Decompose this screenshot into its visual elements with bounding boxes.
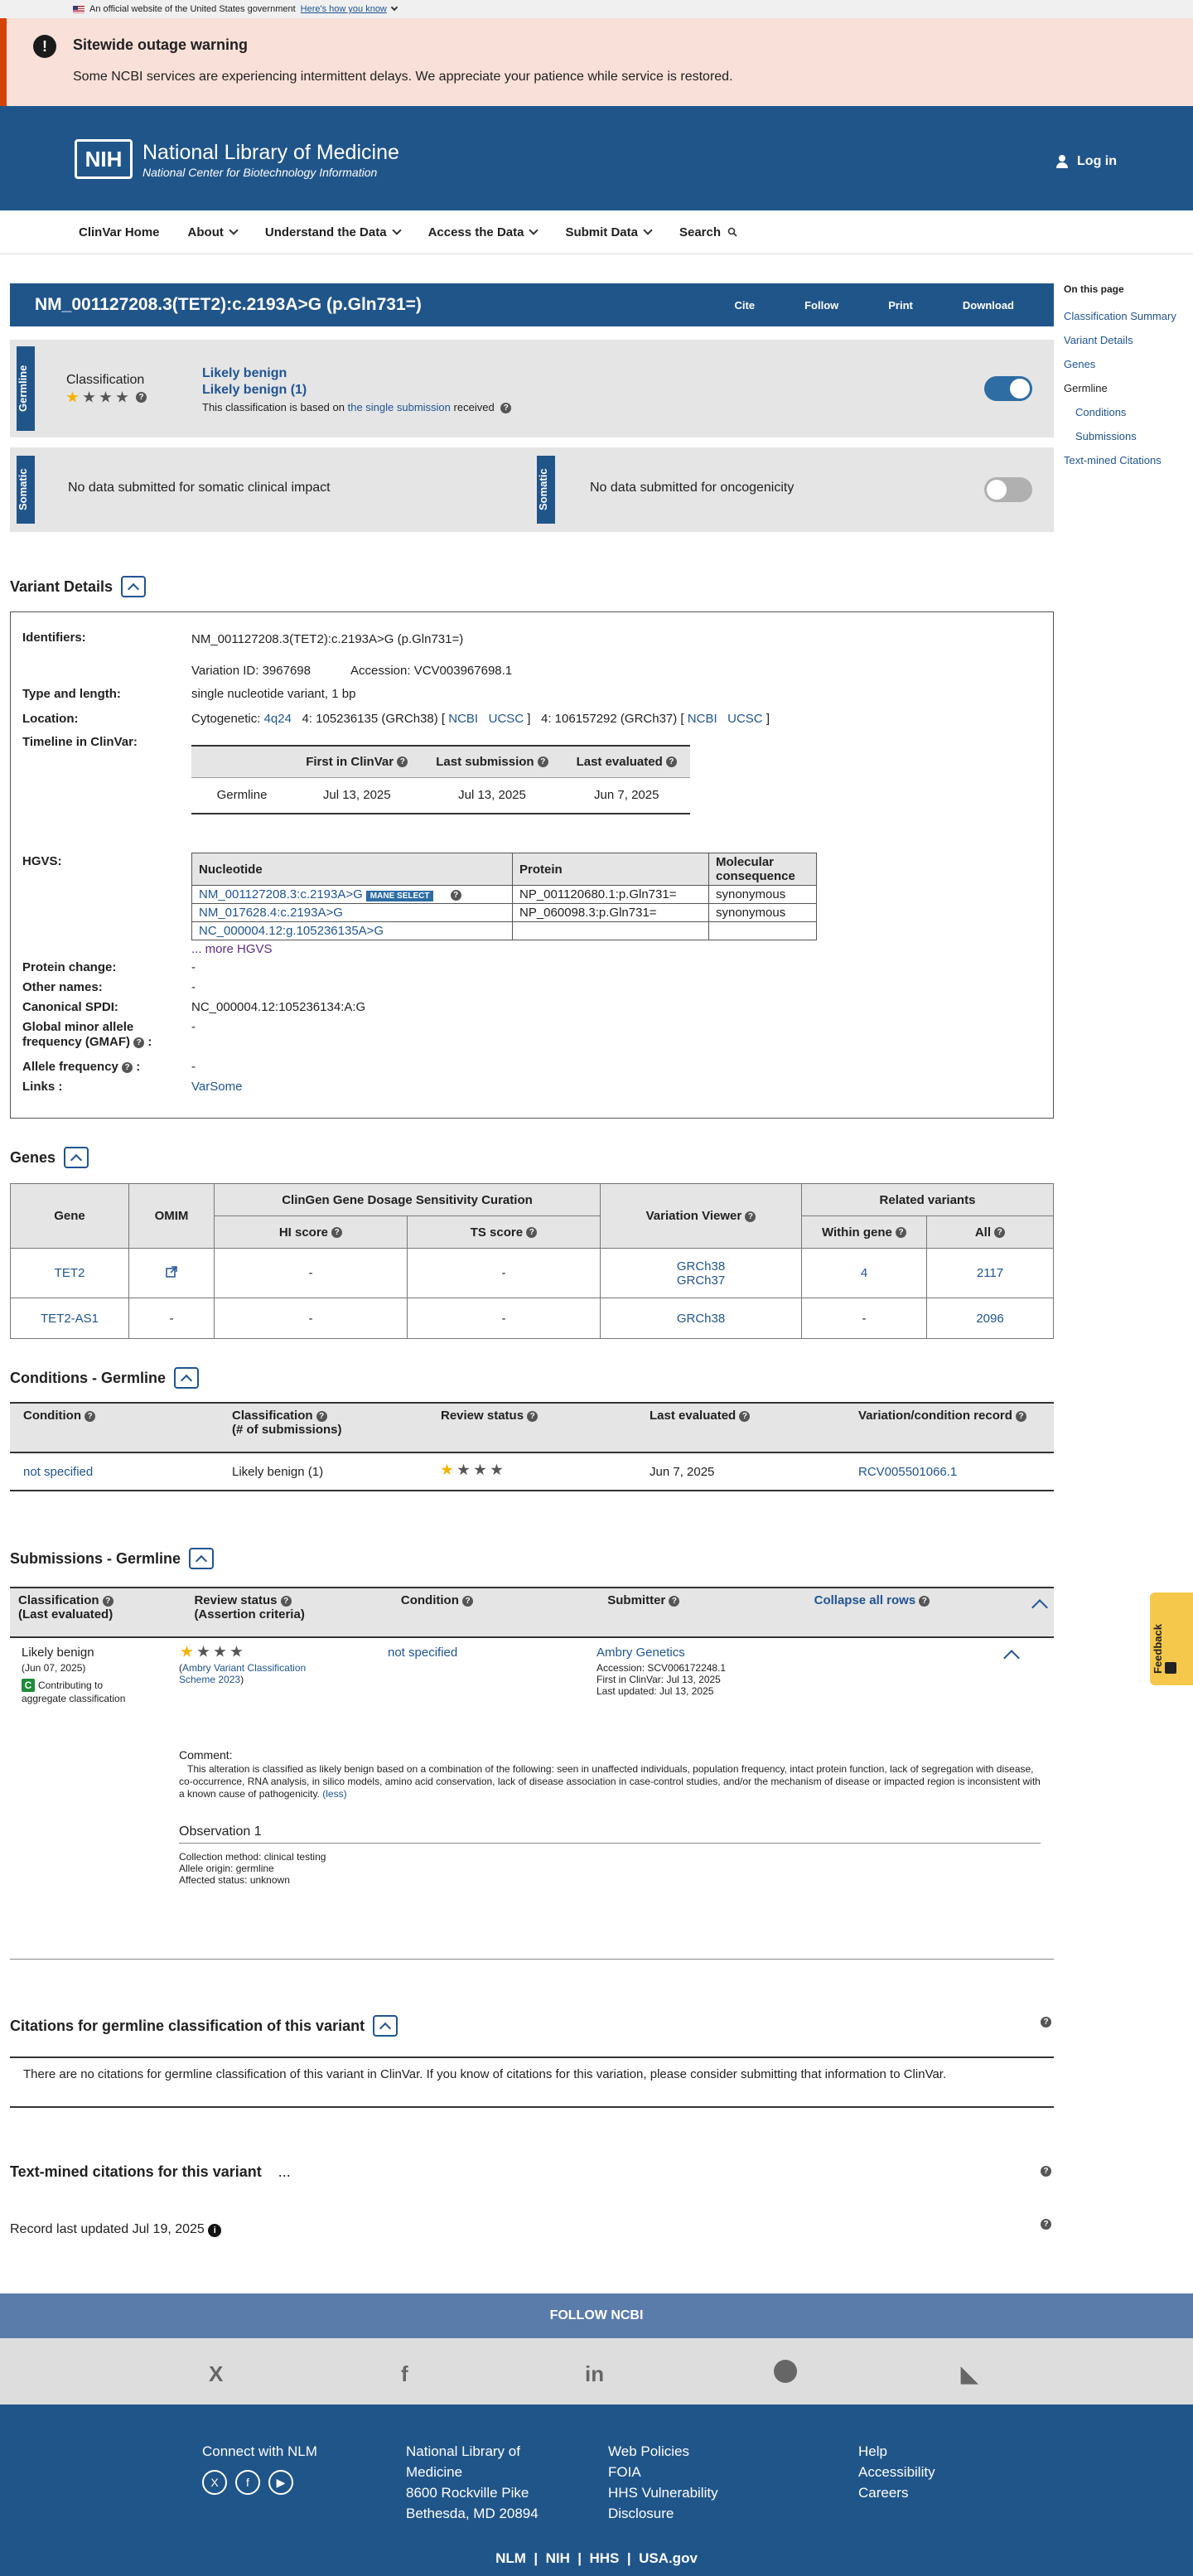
collapse-button[interactable]: [121, 576, 146, 597]
exclamation-icon: !: [33, 35, 56, 58]
careers-link[interactable]: Careers: [858, 2485, 909, 2501]
chevron-up-icon[interactable]: [1031, 1599, 1048, 1616]
gmaf-value: -: [191, 1020, 196, 1034]
all-variants-link[interactable]: 2096: [927, 1298, 1054, 1339]
web-policies-link[interactable]: Web Policies: [608, 2443, 689, 2459]
classification-count[interactable]: Likely benign (1): [202, 383, 307, 397]
basis-text: This classification is based on: [202, 401, 345, 413]
hi-cell: -: [215, 1249, 408, 1298]
onpage-variant-details[interactable]: Variant Details: [1064, 334, 1133, 346]
help-icon[interactable]: ?: [538, 756, 548, 767]
help-icon[interactable]: ?: [281, 1596, 292, 1607]
us-flag-icon: [73, 6, 85, 13]
help-icon[interactable]: ?: [1041, 2017, 1051, 2027]
chevron-down-icon: [392, 225, 401, 234]
citations-heading: [10, 2015, 398, 2037]
feedback-label: Feedback: [1152, 1624, 1164, 1674]
address-line[interactable]: National Library of: [406, 2443, 520, 2459]
chevron-up-icon[interactable]: [1003, 1650, 1020, 1666]
help-icon[interactable]: ?: [122, 1062, 133, 1073]
nav-label: Search: [679, 225, 722, 239]
affected-status: Affected status: unknown: [179, 1874, 290, 1886]
hgvs-prot-cell: [513, 922, 709, 940]
onpage-genes[interactable]: Genes: [1064, 358, 1096, 370]
help-icon[interactable]: ?: [331, 1227, 342, 1238]
other-names-value: -: [191, 980, 196, 994]
hhs-vuln-link[interactable]: Disclosure: [608, 2506, 674, 2521]
follow-ncbi-bar: FOLLOW NCBI: [0, 2293, 1193, 2338]
timeline-table: [191, 745, 690, 814]
gov-banner: [0, 0, 1193, 18]
germline-tab: Germline: [17, 346, 35, 431]
accession: Accession: VCV003967698.1: [350, 664, 513, 678]
usagov-link[interactable]: USA.gov: [639, 2550, 698, 2566]
hgvs-header: Molecular consequence: [709, 853, 817, 886]
af-value: -: [191, 1060, 196, 1074]
collection-method: Collection method: clinical testing: [179, 1851, 326, 1863]
table-row: [11, 1298, 1054, 1339]
identifier-value: NM_001127208.3(TET2):c.2193A>G (p.Gln731=): [191, 632, 464, 646]
genes-header-omim: OMIM: [129, 1184, 215, 1249]
genes-header-related: Related variants: [802, 1184, 1054, 1216]
gene-link[interactable]: TET2: [11, 1249, 129, 1298]
variant-details-box: [10, 611, 1054, 1119]
policies-column: [608, 2441, 718, 2524]
cond-header: Last evaluated ?: [636, 1403, 845, 1452]
address-line[interactable]: Medicine: [406, 2464, 463, 2480]
bracket: ]: [766, 712, 770, 726]
ts-cell: -: [408, 1298, 601, 1339]
ncbi-link[interactable]: NCBI: [448, 712, 479, 726]
star-icon: [474, 1464, 486, 1476]
nlm-title[interactable]: National Library of Medicine: [142, 141, 399, 164]
help-icon[interactable]: ?: [666, 756, 677, 767]
star-icon: [457, 1464, 470, 1476]
help-icon[interactable]: ?: [527, 1411, 538, 1422]
links-label: Links :: [22, 1080, 63, 1094]
cytogenetic-link[interactable]: 4q24: [263, 712, 292, 726]
chat-icon: [1165, 1662, 1176, 1674]
hgvs-nuc-cell: [192, 886, 513, 904]
gene-link[interactable]: TET2-AS1: [11, 1298, 129, 1339]
how-you-know-link[interactable]: Here's how you know: [300, 4, 387, 14]
help-icon[interactable]: ?: [1041, 2219, 1051, 2230]
mane-select-badge: MANE SELECT: [366, 891, 434, 901]
nav-label: About: [187, 225, 224, 239]
outage-alert: [0, 18, 1193, 106]
gov-text: An official website of the United States government: [89, 4, 296, 14]
ncbi-link[interactable]: NCBI: [687, 712, 717, 726]
ts-cell: -: [408, 1249, 601, 1298]
type-label: Type and length:: [22, 687, 121, 701]
address-line: Bethesda, MD 20894: [406, 2506, 539, 2521]
cytogenetic-label: Cytogenetic:: [191, 712, 261, 726]
sub-header: Review status ? (Assertion criteria): [186, 1588, 392, 1637]
text-mined-heading: [10, 2163, 291, 2181]
contributing-badge: [22, 1679, 146, 1705]
germline-classification-panel: [10, 340, 1054, 437]
c-badge: C: [22, 1679, 35, 1692]
footer-bottom-links: NLM | NIH | HHS | USA.gov: [495, 2550, 698, 2566]
table-row: [11, 1249, 1054, 1298]
sub-header: Condition ?: [393, 1588, 599, 1637]
viewer-cell: [601, 1249, 802, 1298]
rss-icon[interactable]: ◣: [961, 2361, 978, 2386]
gmaf-label: Global minor allele frequency (GMAF) ? :: [22, 1020, 152, 1049]
contributing-text: Contributing to aggregate classification: [22, 1679, 126, 1704]
github-icon[interactable]: [774, 2360, 797, 2383]
collapse-button[interactable]: [174, 1367, 199, 1389]
address-column: [406, 2441, 539, 2524]
search-icon: [727, 227, 737, 237]
omim-cell: -: [129, 1298, 215, 1339]
collapse-header-icon: [1007, 1588, 1054, 1637]
chevron-down-icon: [643, 225, 652, 234]
condition-link[interactable]: not specified: [10, 1452, 219, 1491]
star-icon: [441, 1464, 453, 1476]
hgvs-link[interactable]: NM_001127208.3:c.2193A>G: [199, 887, 363, 901]
onpage-conditions[interactable]: Conditions: [1075, 406, 1127, 418]
germline-toggle[interactable]: [984, 376, 1032, 401]
genes-heading: [10, 1147, 89, 1168]
cond-header: Classification ? (# of submissions): [219, 1403, 427, 1452]
login-label: Log in: [1077, 154, 1117, 168]
within-gene-cell: -: [802, 1298, 927, 1339]
timeline-cell: Germline: [216, 788, 268, 803]
follow-button[interactable]: Follow: [804, 298, 839, 312]
login-button[interactable]: [1055, 154, 1117, 169]
variant-title-bar: [10, 283, 1054, 326]
collapse-button[interactable]: [189, 1548, 214, 1569]
star-icon: [181, 1646, 193, 1658]
hgvs-nuc-cell: [192, 922, 513, 940]
help-icon[interactable]: ?: [994, 1227, 1005, 1238]
omim-cell: [129, 1249, 215, 1298]
external-link-icon[interactable]: [165, 1265, 178, 1278]
somatic-tab-clinical: Somatic: [17, 456, 35, 524]
grch37-link[interactable]: GRCh37: [676, 1273, 726, 1288]
all-variants-link[interactable]: 2117: [927, 1249, 1054, 1298]
variant-details-heading: [10, 576, 146, 597]
help-icon[interactable]: ?: [133, 1037, 144, 1048]
review-status-cell: [427, 1452, 636, 1491]
help-icon[interactable]: ?: [896, 1227, 906, 1238]
main-nav: [0, 210, 1193, 254]
hgvs-table: [191, 853, 817, 940]
x-icon[interactable]: X: [202, 2470, 227, 2495]
divider: [10, 2106, 1054, 2108]
hgvs-header: Protein: [513, 853, 709, 886]
variation-id: Variation ID: 3967698: [191, 664, 311, 678]
nav-label: ClinVar Home: [79, 225, 160, 239]
chevron-down-icon[interactable]: [391, 4, 398, 11]
nav-search[interactable]: [679, 225, 737, 239]
hi-cell: -: [215, 1298, 408, 1339]
chevron-down-icon: [229, 225, 238, 234]
youtube-icon[interactable]: ▶: [268, 2470, 293, 2495]
cond-header: Variation/condition record ?: [845, 1403, 1054, 1452]
star-icon: [99, 391, 112, 404]
x-icon[interactable]: X: [209, 2361, 224, 2386]
sub-updated: Last updated: Jul 13, 2025: [596, 1685, 714, 1697]
conditions-table: [10, 1402, 1054, 1491]
star-icon: [490, 1464, 503, 1476]
help-icon[interactable]: ?: [1016, 1411, 1026, 1422]
onpage-germline: Germline: [1064, 382, 1108, 394]
hgvs-link[interactable]: NM_017628.4:c.2193A>G: [199, 906, 343, 920]
info-icon[interactable]: i: [208, 2224, 221, 2237]
cond-header: Condition ?: [10, 1403, 219, 1452]
genes-header-viewer: Variation Viewer ?: [601, 1184, 802, 1249]
af-label: Allele frequency ? :: [22, 1060, 141, 1074]
basis-text: received: [453, 401, 495, 413]
identifiers-label: Identifiers:: [22, 631, 86, 645]
classification-basis: [202, 401, 511, 413]
hgvs-cons-cell: synonymous: [709, 904, 817, 922]
address-line: 8600 Rockville Pike: [406, 2485, 529, 2501]
help-icon[interactable]: ?: [85, 1411, 95, 1422]
genes-header-hi: HI score ?: [215, 1216, 408, 1249]
on-this-page-nav: [1064, 283, 1176, 478]
genes-header-all: All ?: [927, 1216, 1054, 1249]
within-gene-link[interactable]: 4: [802, 1249, 927, 1298]
alert-message: Some NCBI services are experiencing intermittent delays. We appreciate your patience while service is restored.: [73, 70, 733, 84]
rcv-link[interactable]: RCV005501066.1: [845, 1452, 1054, 1491]
collapse-button[interactable]: [373, 2015, 398, 2037]
conditions-heading: [10, 1367, 199, 1389]
nav-access[interactable]: [428, 225, 538, 239]
page-title: NM_001127208.3(TET2):c.2193A>G (p.Gln731=): [35, 295, 422, 314]
help-icon[interactable]: ?: [136, 392, 147, 403]
connect-nlm: [202, 2441, 317, 2495]
sub-date: (Jun 07, 2025): [22, 1662, 86, 1674]
varsome-link[interactable]: VarSome: [191, 1080, 243, 1094]
sub-header: Classification ? (Last evaluated): [10, 1588, 186, 1637]
genes-header-within: Within gene ?: [802, 1216, 927, 1249]
table-row: [10, 1452, 1054, 1491]
help-icon[interactable]: ?: [500, 403, 511, 413]
more-hgvs-link[interactable]: ... more HGVS: [191, 942, 273, 956]
genes-table: [10, 1183, 1054, 1339]
nav-understand[interactable]: [265, 225, 400, 239]
help-icon[interactable]: ?: [919, 1596, 930, 1607]
allele-origin: Allele origin: germline: [179, 1863, 274, 1874]
somatic-clinical-text: No data submitted for somatic clinical impact: [68, 481, 331, 495]
classification-value[interactable]: Likely benign: [202, 366, 287, 380]
section-title: Submissions - Germline: [10, 1549, 181, 1567]
location-label: Location:: [22, 712, 79, 726]
section-title: Citations for germline classification of this variant: [10, 2017, 365, 2034]
timeline-label: Timeline in ClinVar:: [22, 735, 138, 749]
nav-clinvar-home[interactable]: [79, 225, 160, 239]
feedback-button[interactable]: [1150, 1592, 1193, 1685]
observation-heading: Observation 1: [179, 1824, 262, 1839]
site-footer: [0, 2404, 1193, 2576]
collapse-button[interactable]: [64, 1147, 89, 1168]
classification-cell: Likely benign (1): [219, 1452, 427, 1491]
hgvs-label: HGVS:: [22, 854, 62, 868]
star-icon: [230, 1646, 243, 1658]
hgvs-prot-cell: NP_060098.3:p.Gln731=: [513, 904, 709, 922]
help-column: [858, 2441, 935, 2503]
on-this-page-heading: On this page: [1064, 283, 1124, 295]
timeline-cell: Jul 13, 2025: [458, 788, 526, 803]
classification-label: Classification: [66, 373, 145, 387]
grch38-link[interactable]: GRCh38: [676, 1259, 726, 1274]
submission-row: [0, 1641, 1054, 1906]
sub-header: Submitter ?: [599, 1588, 805, 1637]
protein-change-value: -: [191, 960, 196, 974]
nlm-link[interactable]: NLM: [495, 2550, 526, 2566]
help-link[interactable]: Help: [858, 2443, 887, 2459]
other-names-label: Other names:: [22, 980, 103, 994]
sub-review-stars: [181, 1646, 243, 1658]
help-icon[interactable]: ?: [451, 890, 461, 901]
hgvs-prot-cell: NP_001120680.1:p.Gln731=: [513, 886, 709, 904]
loading-dots: ...: [278, 2163, 291, 2180]
help-icon[interactable]: ?: [669, 1596, 679, 1607]
protein-change-label: Protein change:: [22, 960, 117, 974]
location-value: [191, 712, 770, 726]
sub-classification: Likely benign: [22, 1646, 94, 1660]
somatic-tab-onco: Somatic: [537, 456, 555, 524]
sub-accession: Accession: SCV006172248.1: [596, 1662, 727, 1674]
print-button[interactable]: Print: [888, 298, 913, 312]
somatic-toggle[interactable]: [984, 477, 1032, 502]
hgvs-link[interactable]: NC_000004.12:g.105236135A>G: [199, 924, 384, 938]
timeline-header: Last submission ?: [421, 746, 563, 777]
onpage-submissions[interactable]: Submissions: [1075, 430, 1137, 442]
comment-label: Comment:: [179, 1748, 233, 1762]
hhs-vuln-link[interactable]: HHS Vulnerability: [608, 2485, 718, 2501]
chevron-down-icon: [529, 225, 539, 234]
help-icon[interactable]: ?: [1041, 2166, 1051, 2177]
sub-first: First in ClinVar: Jul 13, 2025: [596, 1674, 721, 1685]
criteria-link[interactable]: Ambry Variant Classification Scheme 2023: [179, 1662, 307, 1685]
submissions-heading: [10, 1548, 214, 1569]
divider: [179, 1843, 1041, 1844]
timeline-cell: Jul 13, 2025: [322, 788, 391, 803]
hhs-link[interactable]: HHS: [589, 2550, 620, 2566]
help-icon[interactable]: ?: [397, 756, 408, 767]
help-icon[interactable]: ?: [462, 1596, 473, 1607]
cond-header: Review status ?: [427, 1403, 636, 1452]
user-icon: [1055, 155, 1069, 168]
onpage-classification-summary[interactable]: Classification Summary: [1064, 310, 1176, 322]
facebook-icon[interactable]: f: [235, 2470, 260, 2495]
type-value: single nucleotide variant, 1 bp: [191, 687, 356, 701]
onpage-text-mined[interactable]: Text-mined Citations: [1064, 454, 1162, 466]
help-icon[interactable]: ?: [316, 1411, 327, 1422]
sub-condition-link[interactable]: not specified: [388, 1646, 458, 1660]
download-button[interactable]: Download: [962, 298, 1014, 312]
nav-label: Understand the Data: [264, 225, 387, 239]
ucsc-link[interactable]: UCSC: [488, 712, 524, 726]
grch37-location: 4: 106157292 (GRCh37) [: [540, 712, 684, 726]
help-icon[interactable]: ?: [526, 1227, 537, 1238]
help-icon[interactable]: ?: [103, 1596, 114, 1607]
timeline-cell: Jun 7, 2025: [594, 788, 659, 803]
genes-header-clingen: ClinGen Gene Dosage Sensitivity Curation: [215, 1184, 601, 1216]
review-stars: [66, 391, 147, 404]
divider: [10, 2056, 1054, 2058]
star-icon: [197, 1646, 210, 1658]
section-title: Variant Details: [10, 578, 114, 595]
section-title: Text-mined citations for this variant: [10, 2163, 262, 2180]
star-icon: [66, 391, 79, 404]
cite-button[interactable]: Cite: [734, 298, 756, 312]
help-icon[interactable]: ?: [745, 1211, 756, 1222]
help-icon[interactable]: ?: [739, 1411, 750, 1422]
hgvs-cons-cell: synonymous: [709, 886, 817, 904]
genes-header-ts: TS score ?: [408, 1216, 601, 1249]
spdi-label: Canonical SPDI:: [22, 1000, 118, 1014]
somatic-onco-text: No data submitted for oncogenicity: [590, 481, 795, 495]
citations-text: There are no citations for germline classification of this variant in ClinVar. If you know of citations for this variation, please consider submitting that information to ClinVar.: [23, 2067, 947, 2081]
ncbi-subtitle: National Center for Biotechnology Information: [142, 166, 378, 179]
less-link[interactable]: (less): [322, 1788, 347, 1800]
collapse-all-header: [806, 1588, 1007, 1637]
connect-title: Connect with NLM: [202, 2443, 317, 2459]
hgvs-nuc-cell: [192, 904, 513, 922]
last-evaluated-cell: Jun 7, 2025: [636, 1452, 845, 1491]
linkedin-icon[interactable]: in: [585, 2361, 605, 2386]
section-title: Conditions - Germline: [10, 1369, 167, 1386]
star-icon: [116, 391, 128, 404]
grch38-location: 4: 105236135 (GRCh38) [: [302, 712, 446, 726]
comment-text: This alteration is classified as likely benign based on a combination of the following: seen in unaffected individuals, population frequency, intact protein function, lack of segregation with disease, co-occurrence, RNA analysis, in silico models, amino acid conservation, lack of disease association in case-control studies, and/or the mechanism of disease or impacted region is inconsistent with a known cause of pathogenicity. (less): [179, 1763, 1041, 1800]
nih-link[interactable]: NIH: [545, 2550, 570, 2566]
single-submission-link[interactable]: the single submission: [347, 401, 451, 413]
nav-label: Submit Data: [565, 225, 638, 239]
site-header: [0, 106, 1193, 210]
grch38-link[interactable]: GRCh38: [601, 1298, 802, 1339]
nav-about[interactable]: [188, 225, 237, 239]
accessibility-link[interactable]: Accessibility: [858, 2464, 935, 2480]
timeline-header: Last evaluated ?: [563, 746, 690, 777]
timeline-header: First in ClinVar ?: [292, 746, 421, 777]
foia-link[interactable]: FOIA: [608, 2464, 641, 2480]
facebook-icon[interactable]: f: [401, 2361, 408, 2386]
somatic-panel: [10, 447, 1054, 532]
submitter-link[interactable]: Ambry Genetics: [596, 1646, 685, 1660]
hgvs-header: Nucleotide: [192, 853, 513, 886]
social-bar: [0, 2338, 1193, 2404]
collapse-all-link[interactable]: Collapse all rows: [814, 1593, 916, 1607]
nav-label: Access the Data: [427, 225, 524, 239]
genes-header-gene: Gene: [11, 1184, 129, 1249]
ucsc-link[interactable]: UCSC: [727, 712, 763, 726]
submissions-table: [10, 1587, 1054, 1638]
section-title: Genes: [10, 1148, 56, 1166]
spdi-value: NC_000004.12:105236134:A:G: [191, 1000, 366, 1014]
toggle-knob: [1010, 379, 1030, 399]
hgvs-cons-cell: [709, 922, 817, 940]
sub-criteria: (Ambry Variant Classification Scheme 2023): [179, 1662, 307, 1685]
record-updated: Record last updated Jul 19, 2025 i: [10, 2222, 221, 2237]
bracket: ]: [527, 712, 531, 726]
timeline-header-empty: [191, 746, 292, 777]
nih-logo[interactable]: NIH: [75, 139, 133, 179]
toggle-knob: [987, 480, 1007, 500]
star-icon: [83, 391, 95, 404]
star-icon: [214, 1646, 226, 1658]
nav-submit[interactable]: [565, 225, 651, 239]
divider: [10, 1959, 1054, 1960]
alert-title: Sitewide outage warning: [73, 36, 249, 53]
